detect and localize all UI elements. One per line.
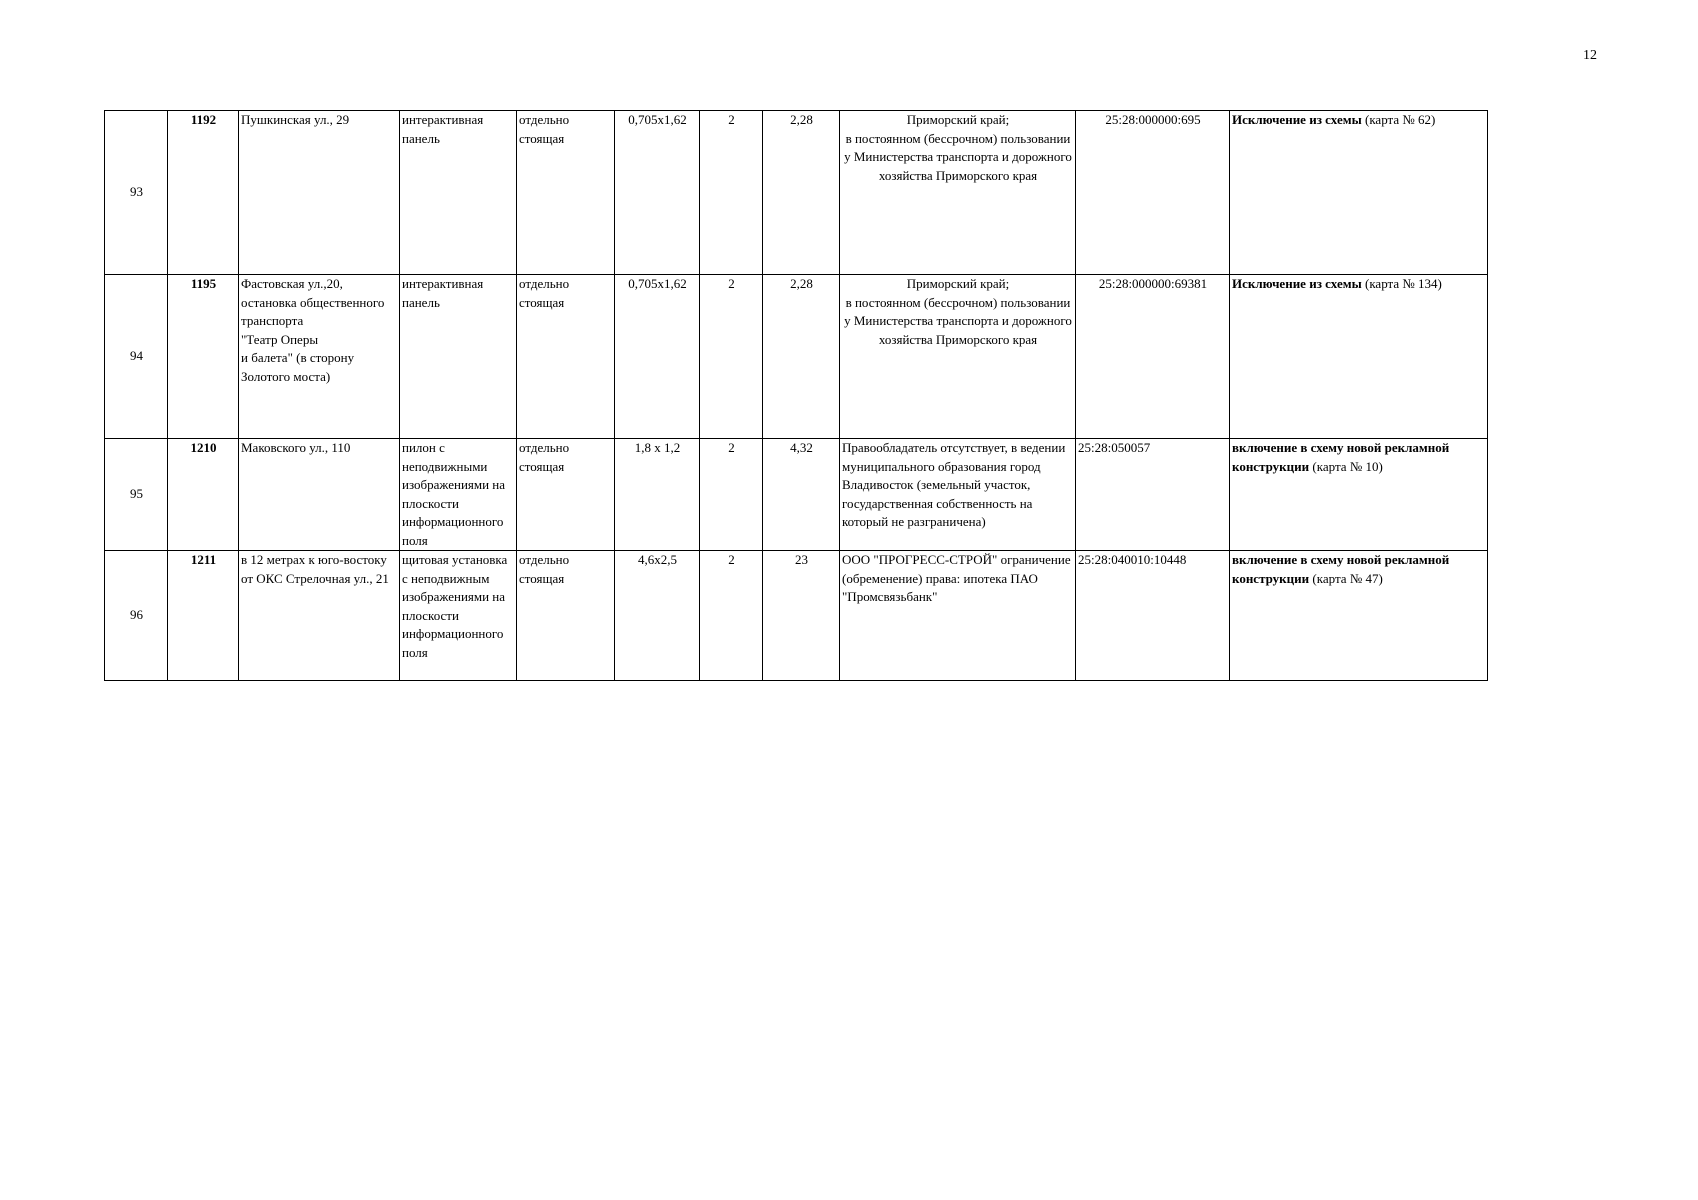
construction-id: 1211 [168,551,239,681]
action-cell [1230,275,1488,439]
size-cell: 0,705х1,62 [615,111,700,275]
page-number: 12 [1583,48,1597,63]
action-map-reference: (карта № 47) [1309,570,1383,586]
placement-cell: отдельно стоящая [517,275,615,439]
size-cell: 0,705х1,62 [615,275,700,439]
action-bold-text: Исключение из схемы [1232,276,1362,291]
cadastral-number-cell: 25:28:000000:69381 [1076,275,1230,439]
address-cell: Маковского ул., 110 [239,439,400,551]
table-row [105,275,1488,439]
size-cell: 4,6х2,5 [615,551,700,681]
owner-cell: Приморский край; в постоянном (бессрочном) пользовании у Министерства транспорта и дорожного хозяйства Приморского края [840,111,1076,275]
action-bold-text: включение в схему новой рекламной конструкции [1232,552,1450,586]
construction-id: 1192 [168,111,239,275]
address-cell: в 12 метрах к юго-востоку от ОКС Стрелочная ул., 21 [239,551,400,681]
row-number: 93 [105,111,168,275]
row-number: 96 [105,551,168,681]
owner-cell: Правообладатель отсутствует, в ведении муниципального образования город Владивосток (земельный участок, государственная собственность на который не разграничена) [840,439,1076,551]
owner-cell: ООО "ПРОГРЕСС-СТРОЙ" ограничение (обременение) права: ипотека ПАО "Промсвязьбанк" [840,551,1076,681]
sides-cell: 2 [700,551,763,681]
row-number: 95 [105,439,168,551]
table-row [105,551,1488,681]
cadastral-number-cell: 25:28:000000:695 [1076,111,1230,275]
action-map-reference: (карта № 62) [1361,112,1436,127]
construction-id: 1210 [168,439,239,551]
area-cell: 23 [763,551,840,681]
construction-type-cell: пилон с неподвижными изображениями на плоскости информационного поля [400,439,517,551]
construction-type-cell: интерактивная панель [400,111,517,275]
row-number: 94 [105,275,168,439]
action-map-reference: (карта № 134) [1361,276,1442,291]
table-row [105,111,1488,275]
table-row [105,439,1488,551]
placement-cell: отдельно стоящая [517,111,615,275]
advertising-register-table [104,110,1488,681]
action-bold-text: Исключение из схемы [1232,112,1362,127]
sides-cell: 2 [700,111,763,275]
address-cell: Фастовская ул.,20, остановка общественного транспорта "Театр Оперы и балета" (в сторону Золотого моста) [239,275,400,439]
area-cell: 2,28 [763,275,840,439]
cadastral-number-cell: 25:28:040010:10448 [1076,551,1230,681]
address-cell: Пушкинская ул., 29 [239,111,400,275]
cadastral-number-cell: 25:28:050057 [1076,439,1230,551]
sides-cell: 2 [700,439,763,551]
area-cell: 4,32 [763,439,840,551]
action-cell [1230,551,1488,681]
sides-cell: 2 [700,275,763,439]
construction-id: 1195 [168,275,239,439]
action-cell [1230,439,1488,551]
owner-cell: Приморский край; в постоянном (бессрочном) пользовании у Министерства транспорта и дорожного хозяйства Приморского края [840,275,1076,439]
size-cell: 1,8 х 1,2 [615,439,700,551]
placement-cell: отдельно стоящая [517,439,615,551]
action-bold-text: включение в схему новой рекламной конструкции [1232,440,1450,474]
area-cell: 2,28 [763,111,840,275]
construction-type-cell: щитовая установка с неподвижным изображениями на плоскости информационного поля [400,551,517,681]
construction-type-cell: интерактивная панель [400,275,517,439]
action-map-reference: (карта № 10) [1309,458,1383,474]
placement-cell: отдельно стоящая [517,551,615,681]
action-cell [1230,111,1488,275]
